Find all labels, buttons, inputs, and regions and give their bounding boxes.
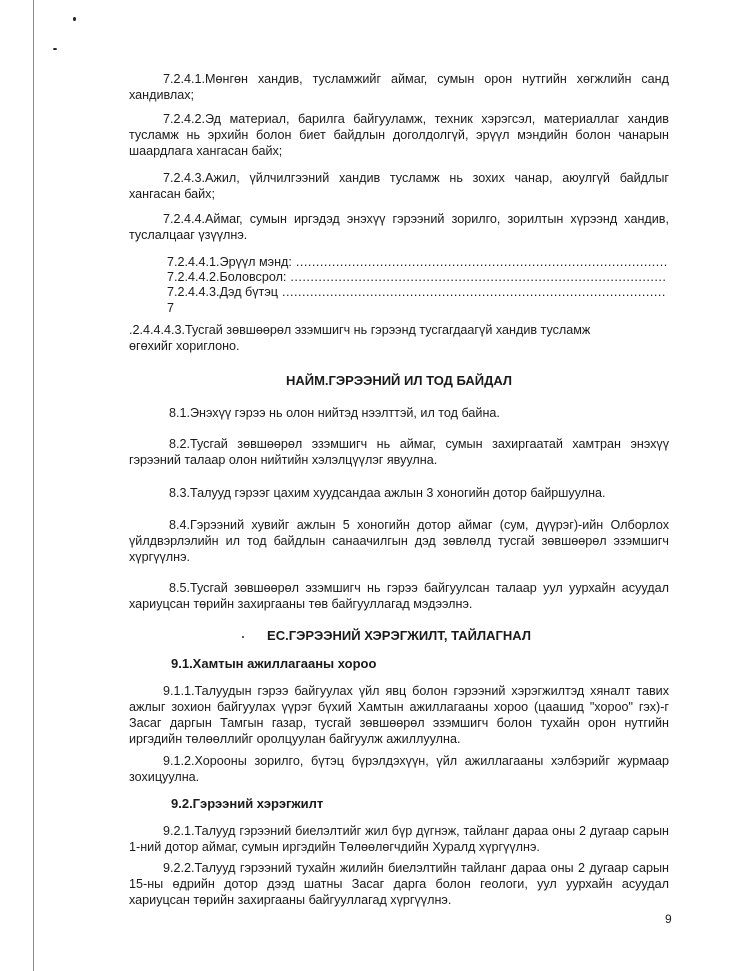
scan-speck xyxy=(73,17,76,21)
scan-left-edge xyxy=(33,0,34,971)
section-9-heading: ЕС.ГЭРЭЭНИЙ ХЭРЭГЖИЛТ, ТАЙЛАГНАЛ xyxy=(267,628,531,643)
paragraph-8-4: 8.4.Гэрээний хувийг ажлын 5 хоногийн дотор аймаг (сум, дүүрэг)-ийн Олборлох үйлдвэрлэлийн ил тод байдлын санаачилгын дэд зөвлөлд тусгай зөвшөөрөл эзэмшигч хүргүүлнэ. xyxy=(129,518,669,564)
page-number: 9 xyxy=(665,912,672,926)
paragraph-7-2-4-4-4-continued: өгөхийг хориглоно. xyxy=(129,339,240,353)
paragraph-7-2-4-1: 7.2.4.1.Мөнгөн хандив, тусламжийг аймаг, сумын орон нутгийн хөгжлийн санд хандивлах; xyxy=(129,72,669,102)
list-item-stray-number: 7 xyxy=(167,301,175,315)
paragraph-7-2-4-4: 7.2.4.4.Аймаг, сумын иргэдэд энэхүү гэрээний зорилго, зорилтын хүрээнд хандив, туслалцааг үзүүлнэ. xyxy=(129,212,669,242)
list-item-infrastructure: 7.2.4.4.3.Дэд бүтэц ..... xyxy=(167,284,667,300)
paragraph-8-1: 8.1.Энэхүү гэрээ нь олон нийтэд нээлттэй, ил тод байна. xyxy=(169,406,500,420)
list-item-education: 7.2.4.4.2.Боловсрол: ..... xyxy=(167,269,667,285)
paragraph-8-5: 8.5.Тусгай зөвшөөрөл эзэмшигч нь гэрээ байгуулсан талаар уул уурхайн асуудал хариуцсан төрийн захиргааны төв байгууллагад мэдээлнэ. xyxy=(129,581,669,611)
list-item-health: 7.2.4.4.1.Эрүүл мэнд: ..... xyxy=(167,254,667,270)
subsection-9-2-heading: 9.2.Гэрээний хэрэгжилт xyxy=(171,796,324,811)
paragraph-7-2-4-2: 7.2.4.2.Эд материал, барилга байгууламж, техник хэрэгсэл, материаллаг хандив тусламж нь эрхийн болон биет байдлын доголдолгүй, эрүүл мэндийн болон чанарын шаардлага хангасан байх; xyxy=(129,112,669,158)
paragraph-8-2: 8.2.Тусгай зөвшөөрөл эзэмшигч нь аймаг, сумын захиргаатай хамтран энэхүү гэрээний талаар олон нийтийн хэлэлцүүлэг явуулна. xyxy=(129,437,669,467)
paragraph-8-3: 8.3.Талууд гэрээг цахим хуудсандаа ажлын 3 хоногийн дотор байршуулна. xyxy=(169,486,606,500)
section-8-heading: НАЙМ.ГЭРЭЭНИЙ ИЛ ТОД БАЙДАЛ xyxy=(285,373,513,388)
paragraph-9-2-2: 9.2.2.Талууд гэрээний тухайн жилийн биелэлтийн тайланг дараа оны 2 дугаар сарын 15-ны өдрийн дотор дээд шатны Засаг дарга болон геологи, уул уурхайн асуудал хариуцсан төрийн захиргааны байгууллагад хүргүүлнэ. xyxy=(129,861,669,907)
paragraph-7-2-4-3: 7.2.4.3.Ажил, үйлчилгээний хандив тусламж нь зохих чанар, аюулгүй байдлыг хангасан байх; xyxy=(129,171,669,201)
paragraph-9-1-2: 9.1.2.Хорооны зорилго, бүтэц бүрэлдэхүүн, үйл ажиллагааны хэлбэрийг журмаар зохицуулна. xyxy=(129,754,669,784)
scan-speck xyxy=(53,48,57,50)
paragraph-9-1-1: 9.1.1.Талуудын гэрээ байгуулах үйл явц болон гэрээний хэрэгжилтэд хяналт тавих ажлыг зохион байгуулах үүрэг бүхий Хамтын ажиллагааны хороо (цаашид "хороо" гэх)-г Засаг даргын Тамгын газар, тусгай зөвшөөрөл эзэмшигч болон тухайн орон нутгийн иргэдийн төлөөллийг оролцуулан байгуулж ажиллуулна. xyxy=(129,684,669,746)
subsection-9-1-heading: 9.1.Хамтын ажиллагааны хороо xyxy=(171,656,377,671)
paragraph-9-2-1: 9.2.1.Талууд гэрээний биелэлтийг жил бүр дүгнэж, тайланг дараа оны 2 дугаар сарын 1-ний дотор аймаг, сумын иргэдийн Төлөөлөгчдийн Хуралд хүргүүлнэ. xyxy=(129,824,669,854)
paragraph-7-2-4-4-4: .2.4.4.4.3.Тусгай зөвшөөрөл эзэмшигч нь гэрээнд тусгагдаагүй хандив тусламж xyxy=(129,323,591,337)
